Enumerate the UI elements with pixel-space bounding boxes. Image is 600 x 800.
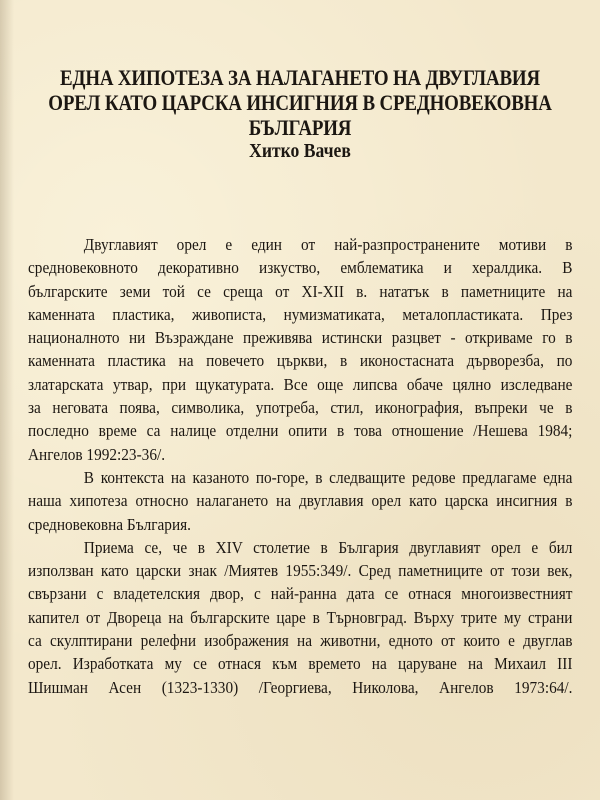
paragraph-1-line: средновековното декоративно изкуство, емблематика и хералдика. В <box>28 258 573 278</box>
paragraph-1-line: Двуглавият орел е един от най-разпространените мотиви в <box>83 235 573 254</box>
paragraph-3-line: са скулптирани релефни изображения на животни, едното от които е двуглав <box>28 631 573 651</box>
paragraph-1-line: националното ни Възраждане преживява истински разцвет - откриваме го в <box>28 328 573 348</box>
paragraph-1-line: Ангелов 1992:23-36/. <box>28 444 166 464</box>
paragraph-1-line: каменната пластика на повечето църкви, в иконостасната дърворезба, по <box>28 351 573 371</box>
article-title-line-3: БЪЛГАРИЯ <box>248 115 352 140</box>
paragraph-1-line: последно време са налице отделни опити в това отношение /Нешева 1984; <box>28 421 573 441</box>
paragraph-1-line: златарската утвар, при щукатурата. Все още липсва обаче цялно изследване <box>28 374 573 394</box>
article-author: Хитко Вачев <box>249 140 351 162</box>
paragraph-2-line: средновековна България. <box>28 514 192 534</box>
paragraph-1-line: каменната пластика, живописта, нумизматиката, металопластиката. През <box>28 304 573 324</box>
paragraph-2-line: наша хипотеза относно налагането на двуглавия орел като царска инсигния в <box>28 491 573 511</box>
paragraph-3-line: свързани с владетелския двор, с най-ранна дата се отнася многоизвестният <box>28 584 573 604</box>
paragraph-1-line: за неговата поява, символика, употреба, стил, иконография, въпреки че в <box>28 398 573 418</box>
paragraph-2-line: В контекста на казаното по-горе, в следващите редове предлагаме една <box>83 467 573 487</box>
paragraph-3-line: капител от Двореца на българските царе в Търновград. Върху трите му страни <box>28 607 573 627</box>
article-title-line-2: ОРЕЛ КАТО ЦАРСКА ИНСИГНИЯ В СРЕДНОВЕКОВНА <box>48 90 552 115</box>
paragraph-3-line: Шишман Асен (1323-1330) /Георгиева, Николова, Ангелов 1973:64/. <box>28 677 573 697</box>
article-title-line-1: ЕДНА ХИПОТЕЗА ЗА НАЛАГАНЕТО НА ДВУГЛАВИЯ <box>60 65 540 90</box>
paragraph-3-line: използван като царски знак /Миятев 1955:349/. Сред паметниците от този век, <box>28 561 573 581</box>
page-binding-shadow <box>0 0 14 800</box>
paragraph-3-line: орел. Изработката му се отнася към времето на царуване на Михаил III <box>28 654 573 674</box>
paragraph-1-line: българските земи той се среща от XI-XII в. нататък в паметниците на <box>28 281 573 301</box>
article-body <box>28 233 573 699</box>
paragraph-3-line: Приема се, че в XIV столетие в България двуглавият орел е бил <box>83 537 573 557</box>
